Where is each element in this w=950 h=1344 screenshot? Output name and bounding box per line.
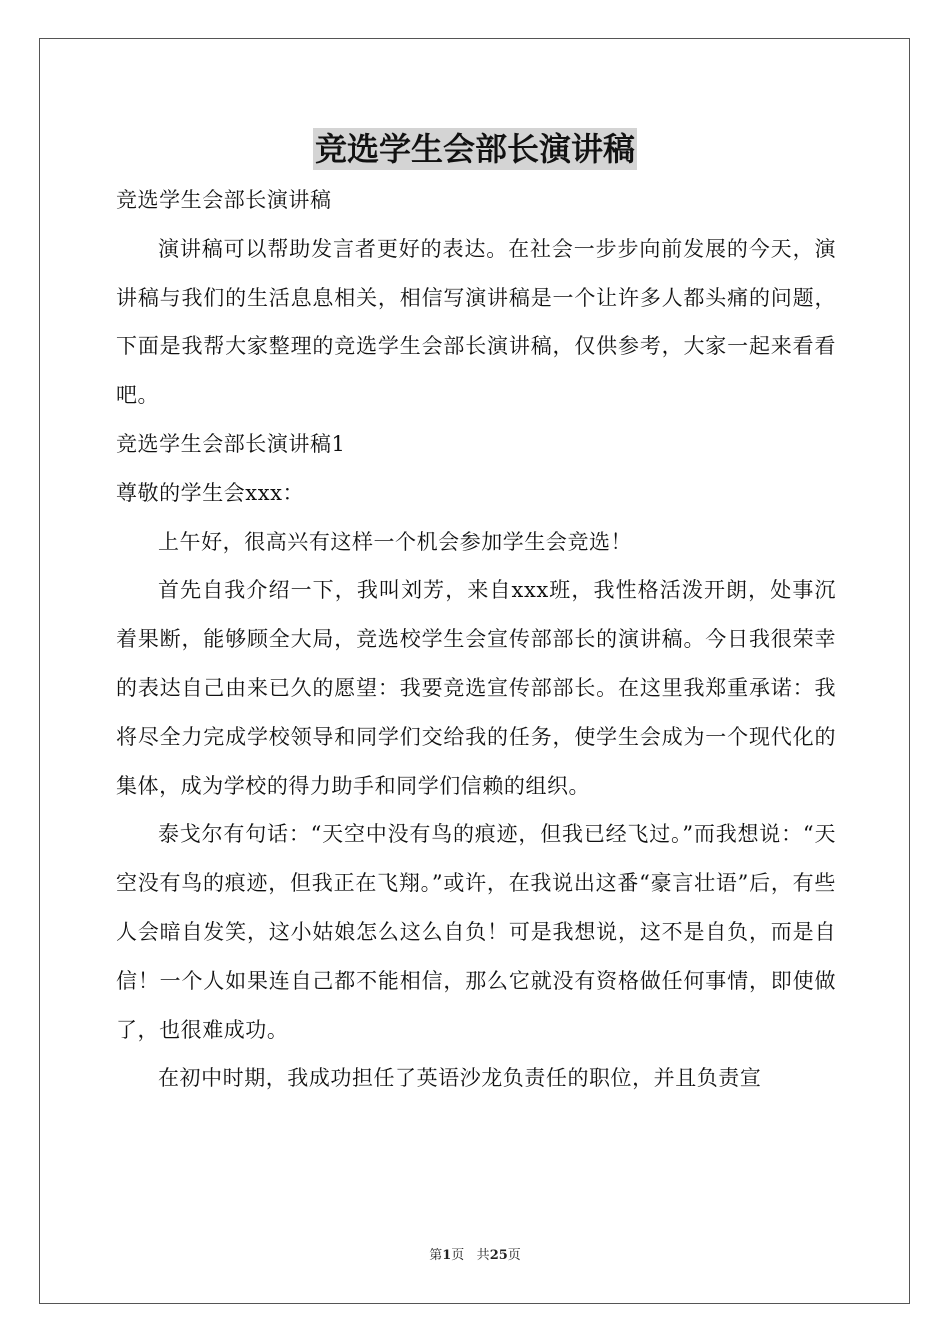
paragraph: 泰戈尔有句话：“天空中没有鸟的痕迹，但我已经飞过。”而我想说：“天空没有鸟的痕迹，但我正在飞翔。”或许，在我说出这番“豪言壮语”后，有些人会暗自发笑，这小姑娘怎么这么自负！可是我想说，这不是自负，而是自信！一个人如果连自己都不能相信，那么它就没有资格做任何事情，即使做了，也很难成功。 <box>116 822 836 1042</box>
footer-page-number: 1 <box>442 1248 452 1263</box>
footer-total-suffix: 页 <box>507 1248 521 1263</box>
document-body <box>116 176 836 1103</box>
paragraph: 竞选学生会部长演讲稿1 <box>116 431 346 456</box>
title-container <box>0 128 950 170</box>
paragraph: 演讲稿可以帮助发言者更好的表达。在社会一步步向前发展的今天，演讲稿与我们的生活息息相关，相信写演讲稿是一个让许多人都头痛的问题，下面是我帮大家整理的竞选学生会部长演讲稿，仅供参考，大家一起来看看吧。 <box>116 236 836 408</box>
paragraph: 在初中时期，我成功担任了英语沙龙负责任的职位，并且负责宣 <box>158 1066 762 1091</box>
document-title: 竞选学生会部长演讲稿 <box>314 130 635 168</box>
footer-total-prefix: 共 <box>476 1248 490 1263</box>
paragraph: 尊敬的学生会xxx： <box>116 480 305 505</box>
paragraph: 首先自我介绍一下，我叫刘芳，来自xxx班，我性格活泼开朗，处事沉着果断，能够顾全大局，竞选校学生会宣传部部长的演讲稿。今日我很荣幸的表达自己由来已久的愿望：我要竞选宣传部部长。在这里我郑重承诺：我将尽全力完成学校领导和同学们交给我的任务，使学生会成为一个现代化的集体，成为学校的得力助手和同学们信赖的组织。 <box>116 578 836 798</box>
footer-total-pages: 25 <box>489 1248 508 1263</box>
footer-prefix: 第 <box>429 1248 443 1263</box>
paragraph: 上午好，很高兴有这样一个机会参加学生会竞选！ <box>158 529 633 554</box>
footer-page-suffix: 页 <box>451 1248 465 1263</box>
paragraph: 竞选学生会部长演讲稿 <box>116 188 332 212</box>
page-footer <box>0 1244 950 1263</box>
